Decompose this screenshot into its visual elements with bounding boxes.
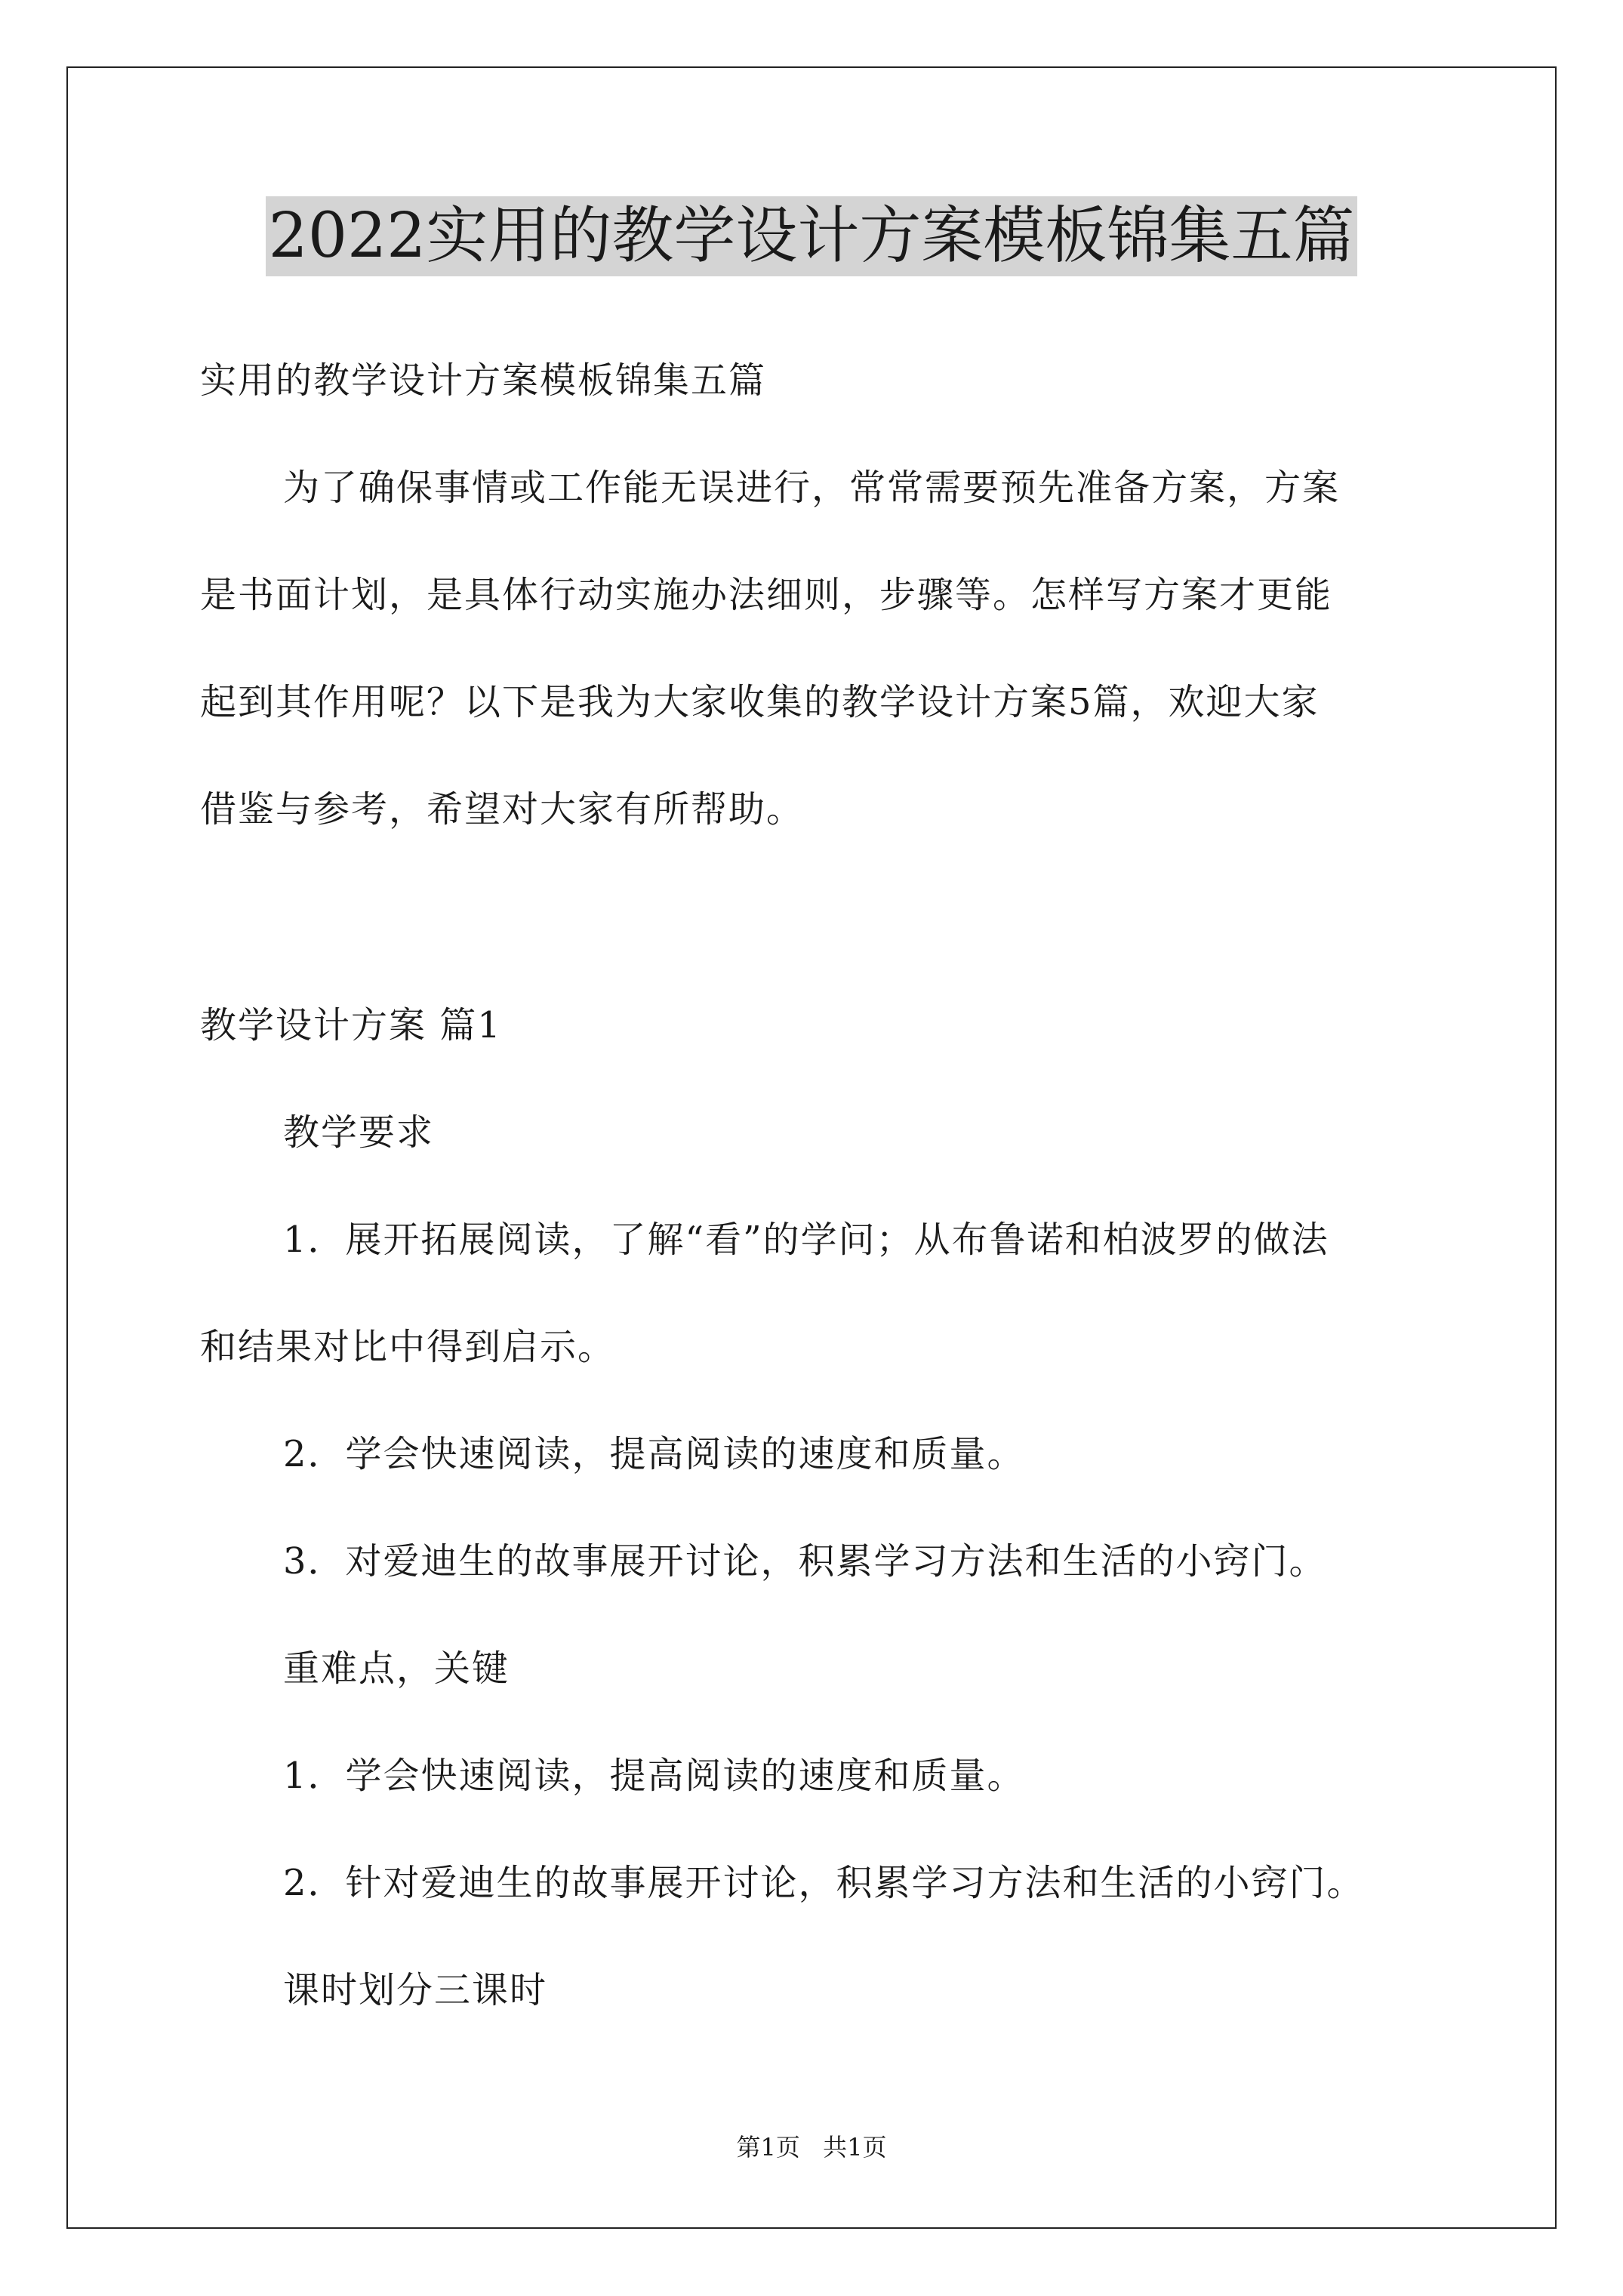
class-periods: 课时划分三课时 xyxy=(283,1969,548,2011)
intro-line-2: 是书面计划，是具体行动实施办法细则，步骤等。怎样写方案才更能 xyxy=(200,574,1333,616)
section-heading: 教学设计方案 篇1 xyxy=(200,1004,502,1046)
intro-line-3: 起到其作用呢？以下是我为大家收集的教学设计方案5篇，欢迎大家 xyxy=(200,681,1320,723)
keypoint-1: 1．学会快速阅读，提高阅读的速度和质量。 xyxy=(283,1755,1025,1797)
title-wrapper xyxy=(0,196,1623,276)
intro-line-1: 为了确保事情或工作能无误进行，常常需要预先准备方案，方案 xyxy=(283,467,1341,509)
requirement-1-line-1: 1．展开拓展阅读，了解“看”的学问；从布鲁诺和柏波罗的做法 xyxy=(283,1219,1329,1261)
requirement-1-line-2: 和结果对比中得到启示。 xyxy=(200,1326,616,1368)
keypoints-heading: 重难点，关键 xyxy=(283,1647,510,1690)
keypoint-2: 2．针对爱迪生的故事展开讨论，积累学习方法和生活的小窍门。 xyxy=(283,1862,1365,1904)
requirement-3: 3．对爱迪生的故事展开讨论，积累学习方法和生活的小窍门。 xyxy=(283,1540,1327,1583)
page-footer xyxy=(0,2132,1623,2162)
requirements-heading: 教学要求 xyxy=(283,1111,435,1154)
document-title: 2022实用的教学设计方案模板锦集五篇 xyxy=(266,196,1358,276)
document-subtitle: 实用的教学设计方案模板锦集五篇 xyxy=(200,359,767,402)
requirement-2: 2．学会快速阅读，提高阅读的速度和质量。 xyxy=(283,1433,1025,1475)
intro-line-4: 借鉴与参考，希望对大家有所帮助。 xyxy=(200,788,805,831)
total-pages: 共1页 xyxy=(823,2133,887,2162)
page-number: 第1页 xyxy=(736,2133,800,2162)
